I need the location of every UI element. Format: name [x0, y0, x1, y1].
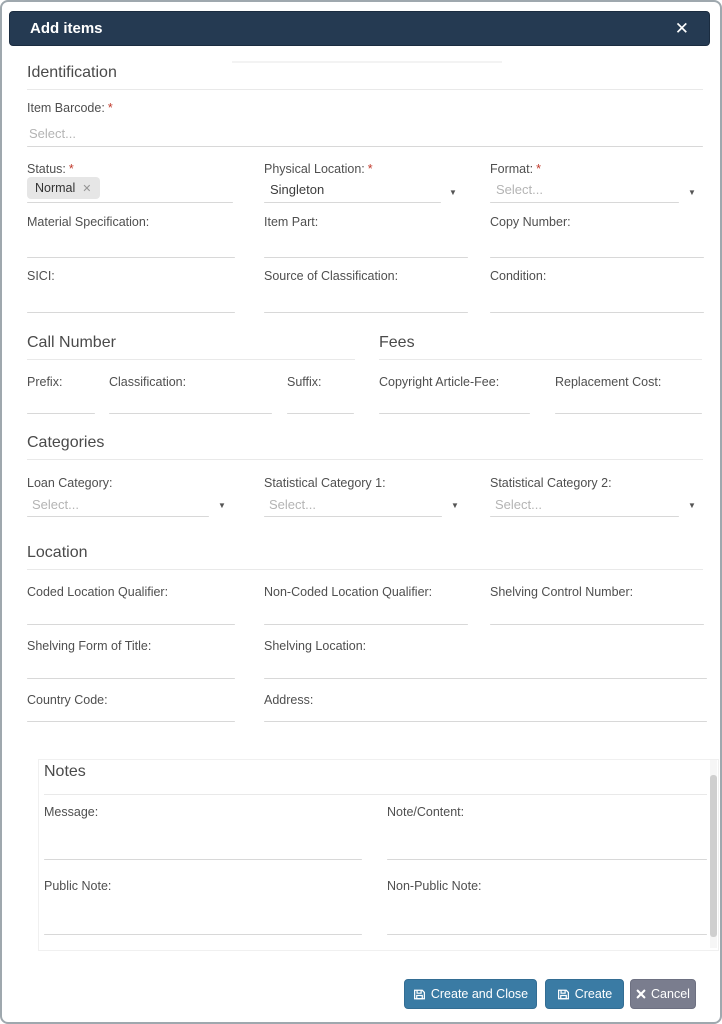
material-specification-label: Material Specification:	[27, 215, 150, 229]
shelving-location-input[interactable]	[264, 678, 707, 679]
sici-input[interactable]	[27, 312, 235, 313]
physical-location-underline[interactable]	[264, 202, 441, 203]
cancel-label: Cancel	[651, 987, 690, 1001]
section-divider	[27, 89, 703, 90]
required-marker: *	[536, 162, 541, 176]
country-code-label: Country Code:	[27, 693, 108, 707]
status-input-underline[interactable]	[27, 202, 233, 203]
chevron-down-icon[interactable]: ▼	[451, 501, 459, 510]
prefix-input[interactable]	[27, 413, 95, 414]
modal-header	[9, 11, 710, 46]
coded-location-qualifier-input[interactable]	[27, 624, 235, 625]
copyright-article-fee-label: Copyright Article-Fee:	[379, 375, 500, 389]
chevron-down-icon[interactable]: ▼	[688, 188, 696, 197]
physical-location-select[interactable]: Singleton	[270, 182, 325, 197]
required-marker: *	[107, 101, 113, 115]
format-underline[interactable]	[490, 202, 679, 203]
section-heading-location: Location	[27, 544, 88, 561]
section-divider	[27, 459, 703, 460]
close-icon[interactable]: ✕	[674, 19, 689, 38]
item-part-input[interactable]	[264, 257, 468, 258]
required-marker: *	[367, 162, 373, 176]
statistical-category-2-select[interactable]: Select...	[495, 497, 542, 512]
loan-category-select[interactable]: Select...	[32, 497, 79, 512]
physical-location-label: Physical Location: *	[264, 162, 373, 176]
material-specification-input[interactable]	[27, 257, 235, 258]
shelving-control-number-label: Shelving Control Number:	[490, 585, 634, 599]
item-barcode-input-underline[interactable]	[27, 146, 703, 147]
shelving-form-of-title-label: Shelving Form of Title:	[27, 639, 152, 653]
chevron-down-icon[interactable]: ▼	[688, 501, 696, 510]
note-content-input[interactable]	[387, 859, 707, 860]
status-chip[interactable]	[27, 177, 100, 199]
classification-input[interactable]	[109, 413, 272, 414]
replacement-cost-input[interactable]	[555, 413, 702, 414]
sici-label: SICI:	[27, 269, 55, 283]
copyright-article-fee-input[interactable]	[379, 413, 530, 414]
notes-scrollbar-thumb[interactable]	[710, 775, 717, 937]
shelving-form-of-title-input[interactable]	[27, 678, 235, 679]
message-input[interactable]	[44, 859, 362, 860]
notes-panel	[38, 759, 719, 951]
address-input[interactable]	[264, 721, 707, 722]
section-heading-categories: Categories	[27, 434, 105, 451]
top-divider	[232, 61, 502, 63]
cancel-button[interactable]	[630, 979, 696, 1009]
condition-label: Condition:	[490, 269, 547, 283]
statistical-category-2-underline[interactable]	[490, 516, 679, 517]
status-chip-label: Normal	[35, 181, 76, 195]
coded-location-qualifier-label: Coded Location Qualifier:	[27, 585, 169, 599]
classification-label: Classification:	[109, 375, 187, 389]
format-select[interactable]: Select...	[496, 182, 543, 197]
section-heading-call-number: Call Number	[27, 334, 116, 351]
required-marker: *	[68, 162, 74, 176]
note-content-label: Note/Content:	[387, 805, 465, 819]
replacement-cost-label: Replacement Cost:	[555, 375, 662, 389]
copy-number-label: Copy Number:	[490, 215, 571, 229]
save-icon	[413, 988, 426, 1001]
create-and-close-label: Create and Close	[430, 987, 529, 1001]
prefix-label: Prefix:	[27, 375, 63, 389]
copy-number-input[interactable]	[490, 257, 704, 258]
item-part-label: Item Part:	[264, 215, 319, 229]
public-note-label: Public Note:	[44, 879, 112, 893]
source-of-classification-label: Source of Classification:	[264, 269, 399, 283]
address-label: Address:	[264, 693, 314, 707]
chevron-down-icon[interactable]: ▼	[449, 188, 457, 197]
loan-category-underline[interactable]	[27, 516, 209, 517]
suffix-label: Suffix:	[287, 375, 322, 389]
loan-category-label: Loan Category:	[27, 476, 113, 490]
public-note-input[interactable]	[44, 934, 362, 935]
message-label: Message:	[44, 805, 99, 819]
save-icon	[557, 988, 570, 1001]
create-button[interactable]	[545, 979, 624, 1009]
section-divider	[27, 569, 703, 570]
suffix-input[interactable]	[287, 413, 354, 414]
item-barcode-input[interactable]: Select...	[29, 126, 76, 141]
country-code-input[interactable]	[27, 721, 235, 722]
status-label: Status: *	[27, 162, 74, 176]
section-heading-identification: Identification	[27, 64, 117, 81]
create-label: Create	[574, 987, 613, 1001]
section-heading-notes: Notes	[44, 763, 86, 780]
non-public-note-label: Non-Public Note:	[387, 879, 482, 893]
section-heading-fees: Fees	[379, 334, 415, 351]
statistical-category-2-label: Statistical Category 2:	[490, 476, 612, 490]
non-coded-location-qualifier-input[interactable]	[264, 624, 468, 625]
non-coded-location-qualifier-label: Non-Coded Location Qualifier:	[264, 585, 433, 599]
section-divider	[27, 359, 355, 360]
format-label: Format: *	[490, 162, 541, 176]
statistical-category-1-underline[interactable]	[264, 516, 442, 517]
create-and-close-button[interactable]	[404, 979, 537, 1009]
condition-input[interactable]	[490, 312, 704, 313]
source-of-classification-input[interactable]	[264, 312, 468, 313]
item-barcode-label: Item Barcode: *	[27, 101, 113, 115]
section-divider	[379, 359, 702, 360]
x-icon	[636, 989, 646, 999]
shelving-control-number-input[interactable]	[490, 624, 704, 625]
modal-title: Add items	[30, 20, 103, 37]
chip-remove-icon[interactable]: ✕	[82, 182, 92, 195]
statistical-category-1-label: Statistical Category 1:	[264, 476, 386, 490]
statistical-category-1-select[interactable]: Select...	[269, 497, 316, 512]
shelving-location-label: Shelving Location:	[264, 639, 367, 653]
chevron-down-icon[interactable]: ▼	[218, 501, 226, 510]
non-public-note-input[interactable]	[387, 934, 707, 935]
section-divider	[44, 794, 707, 795]
